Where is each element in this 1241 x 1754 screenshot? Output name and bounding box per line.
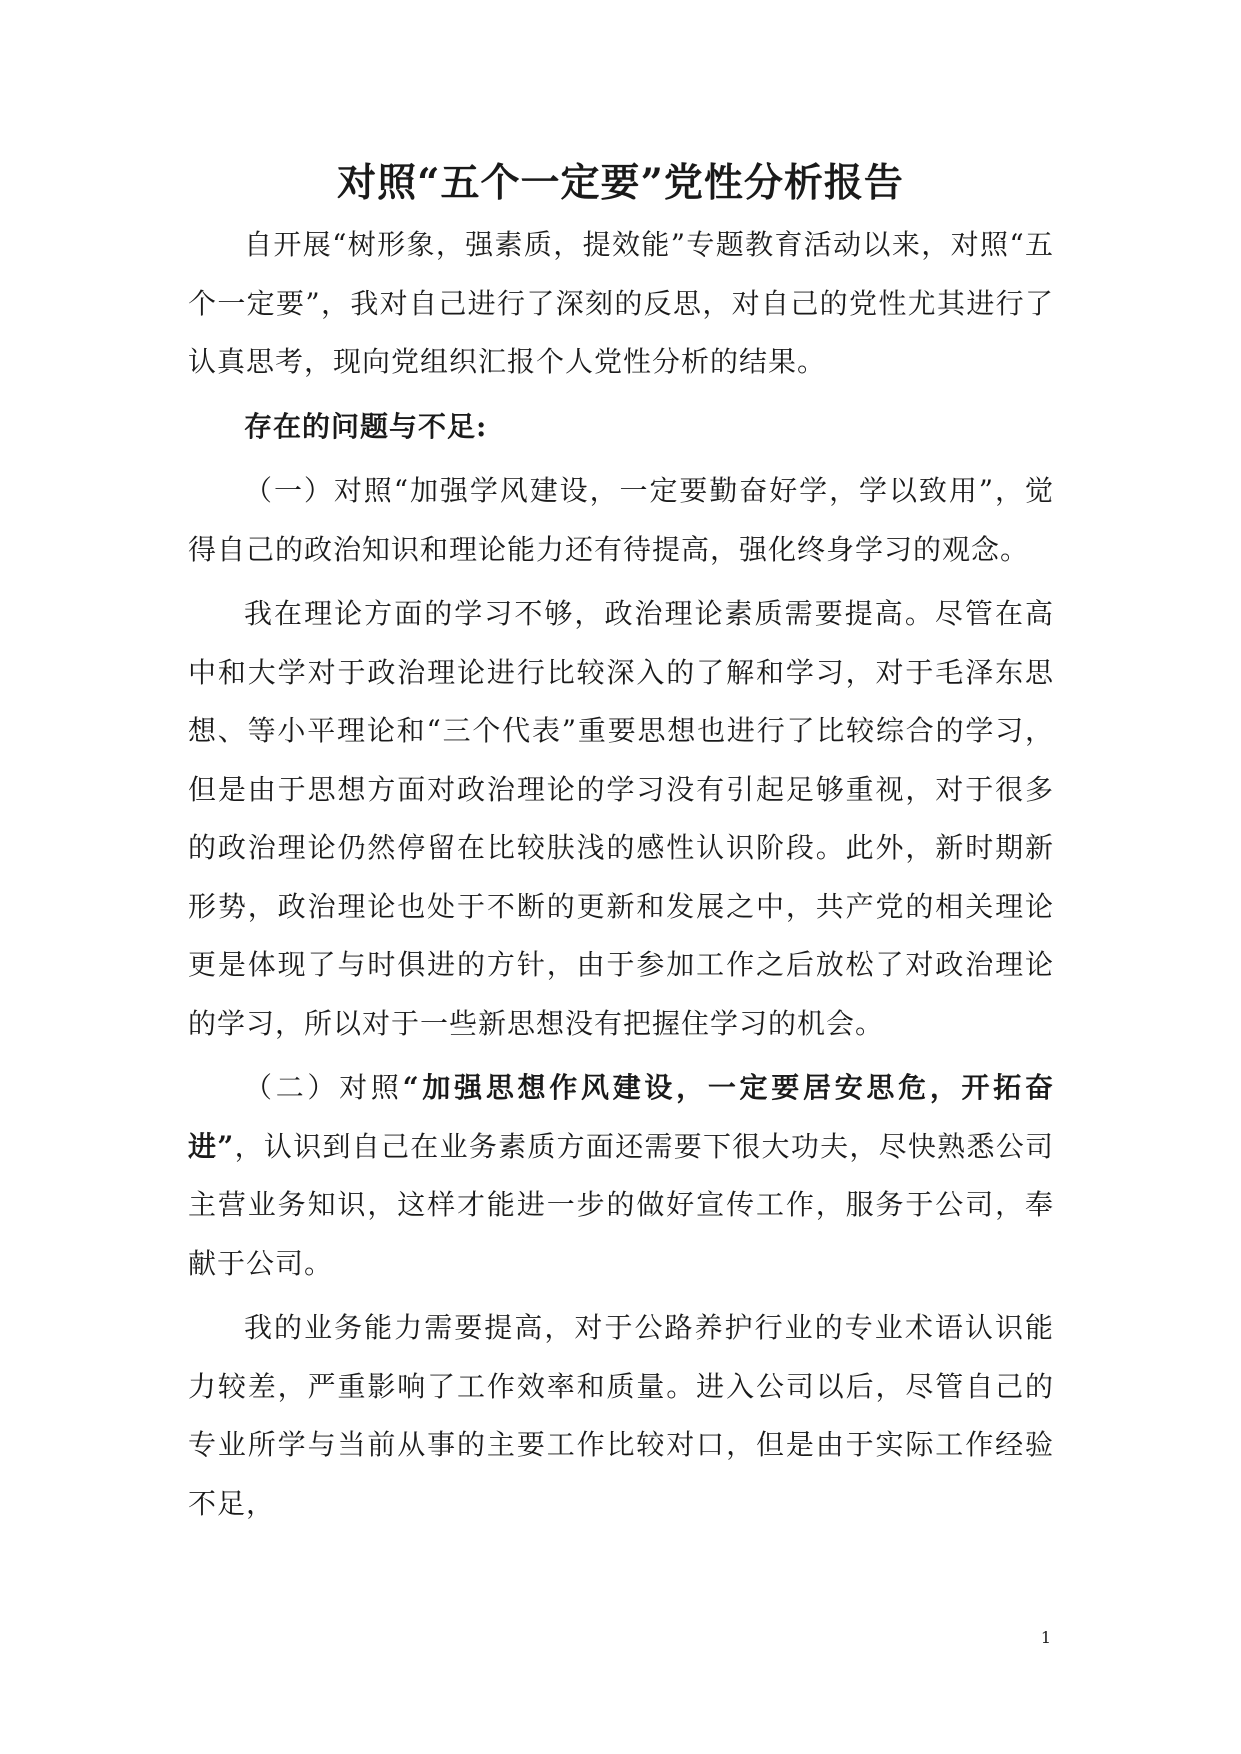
page-number: 1 xyxy=(1040,1628,1051,1647)
item2-body-paragraph: 我的业务能力需要提高，对于公路养护行业的专业术语认识能力较差，严重影响了工作效率和质量。进入公司以后，尽管自己的专业所学与当前从事的主要工作比较对口，但是由于实际工作经验不足， xyxy=(188,1311,1054,1520)
section-heading: 存在的问题与不足: xyxy=(244,409,488,443)
document-body xyxy=(188,216,1054,1533)
item1-body-paragraph: 我在理论方面的学习不够，政治理论素质需要提高。尽管在高中和大学对于政治理论进行比较深入的了解和学习，对于毛泽东思想、等小平理论和“三个代表”重要思想也进行了比较综合的学习，但是由于思想方面对政治理论的学习没有引起足够重视，对于很多的政治理论仍然停留在比较肤浅的感性认识阶段。此外，新时期新形势，政治理论也处于不断的更新和发展之中，共产党的相关理论更是体现了与时俱进的方针，由于参加工作之后放松了对政治理论的学习，所以对于一些新思想没有把握住学习的机会。 xyxy=(188,597,1054,1040)
intro-paragraph: 自开展“树形象，强素质，提效能”专题教育活动以来，对照“五个一定要”，我对自己进行了深刻的反思，对自己的党性尤其进行了认真思考，现向党组织汇报个人党性分析的结果。 xyxy=(188,228,1054,378)
document-title: 对照“五个一定要”党性分析报告 xyxy=(337,160,904,206)
item1-intro-paragraph: （一）对照“加强学风建设，一定要勤奋好学，学以致用”，觉得自己的政治知识和理论能力还有待提高，强化终身学习的观念。 xyxy=(188,474,1054,566)
item2-intro-paragraph xyxy=(188,1059,1054,1293)
item2-bold-quote: “加强思想作风建设，一定要居安思危，开拓奋进” xyxy=(188,1071,1054,1163)
item2-suffix: ，认识到自己在业务素质方面还需要下很大功夫，尽快熟悉公司主营业务知识，这样才能进一步的做好宣传工作，服务于公司，奉献于公司。 xyxy=(188,1129,1054,1280)
item2-prefix: （二）对照 xyxy=(244,1071,403,1104)
